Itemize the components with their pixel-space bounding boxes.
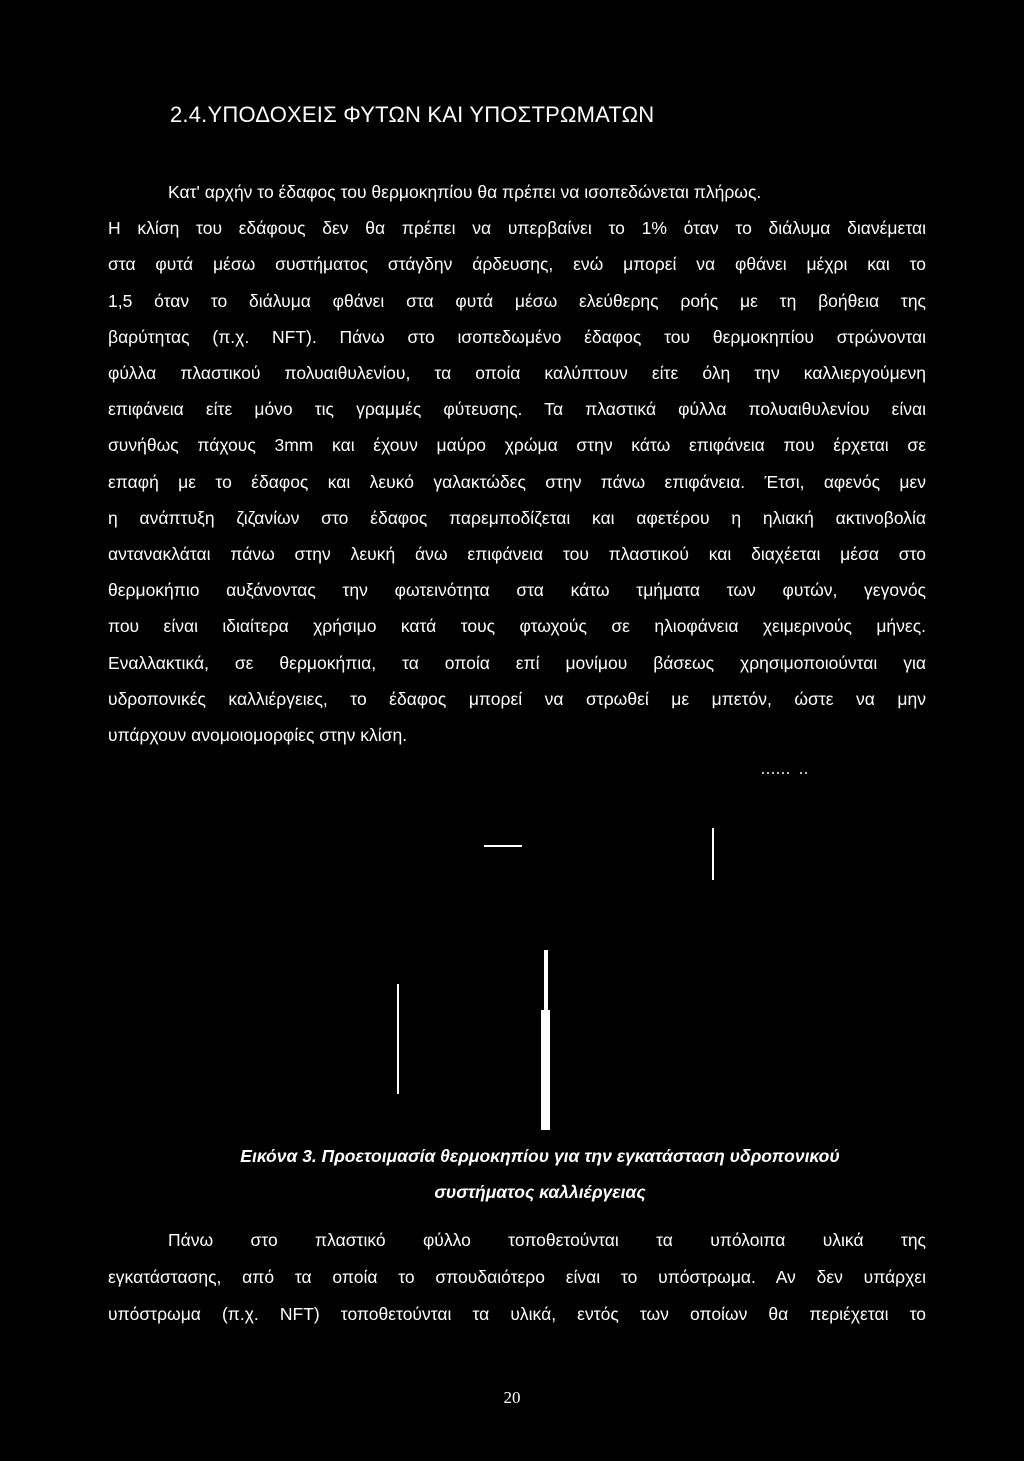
text-line: Εναλλακτικά, σε θερμοκήπια, τα οποία επί μονίμου βάσεως χρησιμοποιούνται για — [108, 652, 926, 673]
section-heading: 2.4.ΥΠΟΔΟΧΕΙΣ ΦΥΤΩΝ ΚΑΙ ΥΠΟΣΤΡΩΜΑΤΩΝ — [170, 102, 655, 127]
text-line: υπόστρωμα (π.χ. NFT) τοποθετούνται τα υλικά, εντός των οποίων θα περιέχεται το — [108, 1304, 926, 1324]
figure-caption — [160, 1138, 920, 1210]
text-line: θερμοκήπιο αυξάνοντας την φωτεινότητα στα κάτω τμήματα των φυτών, γεγονός — [108, 580, 926, 601]
text-line: βαρύτητας (π.χ. NFT). Πάνω στο ισοπεδωμένο έδαφος του θερμοκηπίου στρώνονται — [108, 326, 926, 347]
text-line: υδροπονικές καλλιέργειες, το έδαφος μπορεί να στρωθεί με μπετόν, ώστε να μην — [108, 688, 926, 709]
text-line: Κατ' αρχήν το έδαφος του θερμοκηπίου θα πρέπει να ισοπεδώνεται πλήρως. — [168, 182, 762, 202]
figure-post-right — [541, 1010, 550, 1130]
figure-dash — [484, 845, 522, 847]
text-line: φύλλα πλαστικού πολυαιθυλενίου, τα οποία καλύπτουν είτε όλη την καλλιεργούμενη — [108, 363, 926, 384]
text-line: Πάνω στο πλαστικό φύλλο τοποθετούνται τα υπόλοιπα υλικά της — [168, 1230, 926, 1250]
text-line: Η κλίση του εδάφους δεν θα πρέπει να υπερβαίνει το 1% όταν το διάλυμα διανέμεται — [108, 218, 926, 239]
page-number: 20 — [503, 1388, 521, 1407]
text-line: υπάρχουν ανομοιομορφίες στην κλίση. — [108, 725, 408, 746]
body-paragraph-2 — [108, 1222, 926, 1333]
figure-post-left — [397, 984, 399, 1094]
text-line: 1,5 όταν το διάλυμα φθάνει στα φυτά μέσω ελεύθερης ροής με τη βοήθεια της — [108, 290, 926, 311]
text-line: αντανακλάται πάνω στην λευκή άνω επιφάνεια του πλαστικού και διαχέεται μέσα στο — [108, 544, 926, 565]
figure-vertical-line — [712, 828, 714, 880]
body-paragraph-1 — [108, 174, 926, 753]
text-line: επαφή με το έδαφος και λευκό γαλακτώδες στην πάνω επιφάνεια. Έτσι, αφενός μεν — [108, 471, 926, 492]
text-line: στα φυτά μέσω συστήματος στάγδην άρδευσης, ενώ μπορεί να φθάνει μέχρι και το — [108, 254, 926, 275]
text-line: που είναι ιδιαίτερα χρήσιμο κατά τους φτωχούς σε ηλιοφάνεια χειμερινούς μήνες. — [108, 616, 926, 637]
text-line: η ανάπτυξη ζιζανίων στο έδαφος παρεμποδίζεται και αφετέρου η ηλιακή ακτινοβολία — [108, 507, 926, 528]
text-line: εγκατάστασης, από τα οποία το σπουδαιότερο είναι το υπόστρωμα. Αν δεν υπάρχει — [108, 1267, 926, 1287]
figure-post-right-top — [544, 950, 548, 1012]
caption-line-2: συστήματος καλλιέργειας — [434, 1182, 646, 1202]
caption-line-1: Εικόνα 3. Προετοιμασία θερμοκηπίου για την εγκατάσταση υδροπονικού — [240, 1146, 840, 1166]
text-line: συνήθως πάχους 3mm και έχουν μαύρο χρώμα στην κάτω επιφάνεια που έρχεται σε — [108, 435, 926, 456]
text-line: επιφάνεια είτε μόνο τις γραμμές φύτευσης. Τα πλαστικά φύλλα πολυαιθυλενίου είναι — [108, 399, 926, 420]
